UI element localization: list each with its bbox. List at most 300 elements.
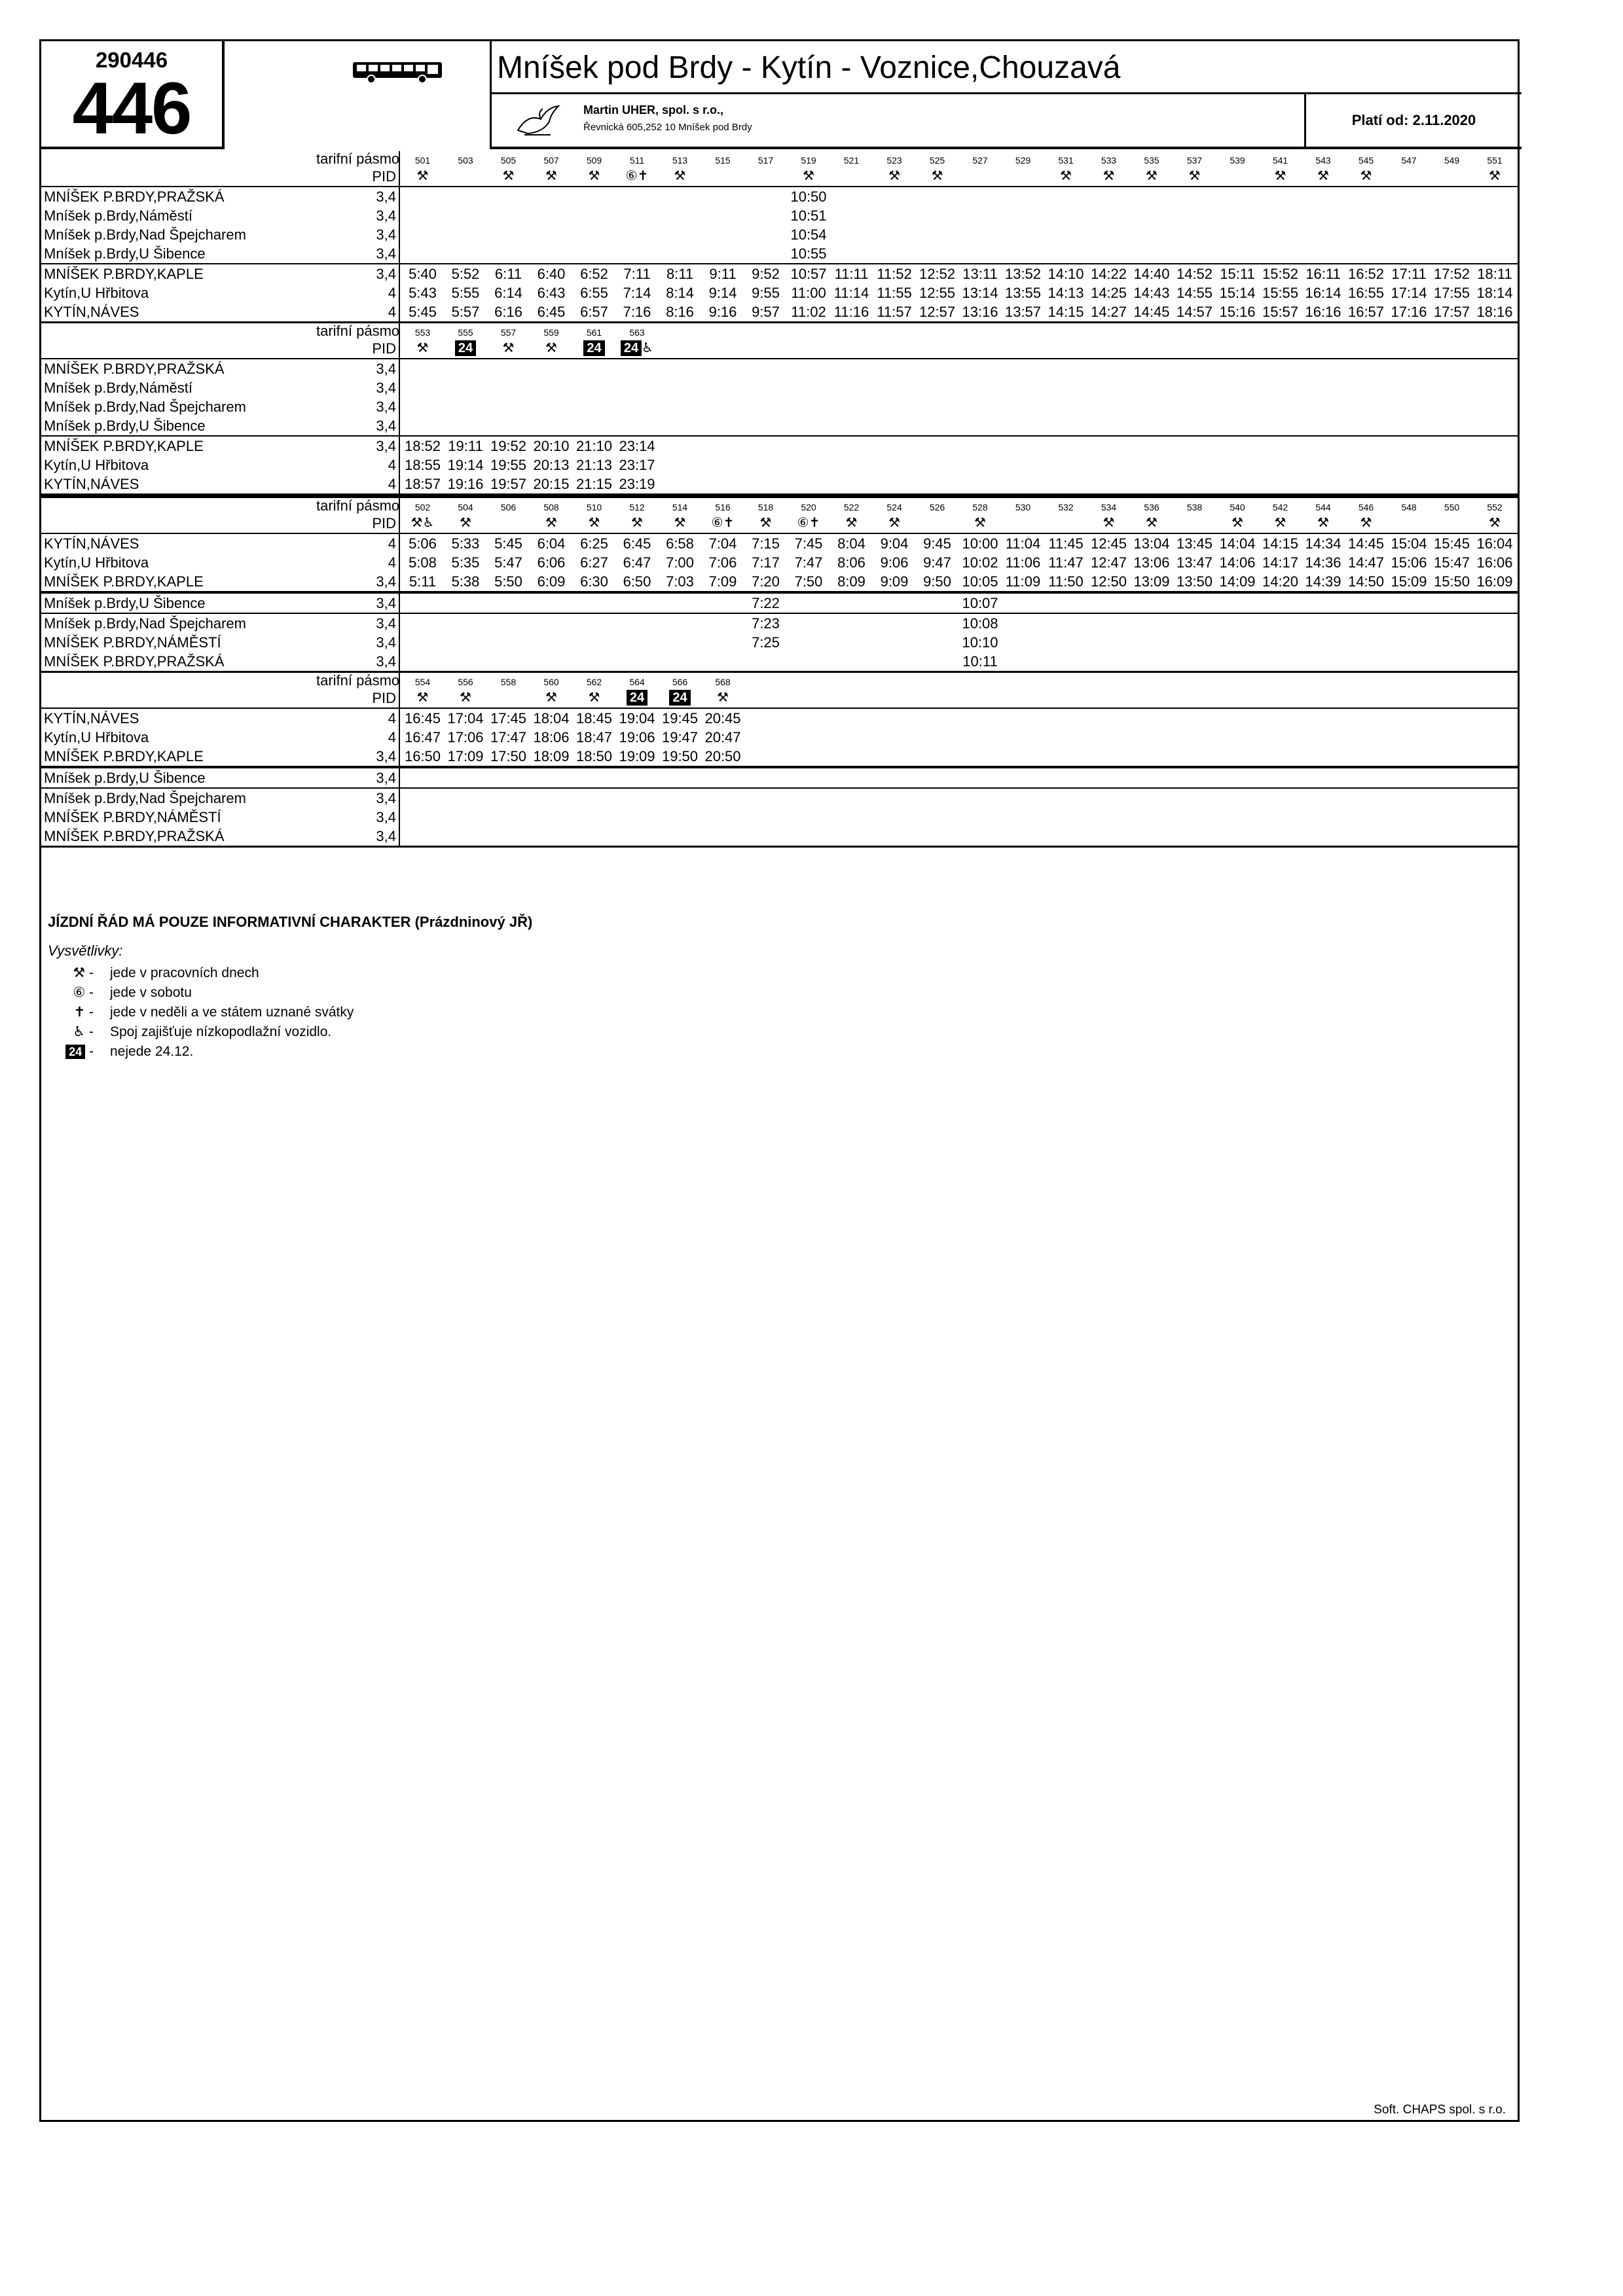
- departure-time: 12:55: [919, 285, 956, 301]
- trip-flag: ⚒: [1188, 169, 1201, 183]
- stop-row: [41, 283, 1518, 302]
- departure-time: 7:11: [623, 266, 651, 282]
- stop-row: [41, 475, 1518, 493]
- departure-time: 13:16: [962, 304, 998, 320]
- legend-item: [48, 1003, 1030, 1022]
- departure-time: 13:55: [1004, 285, 1042, 301]
- departure-time: 15:16: [1219, 304, 1256, 320]
- departure-time: 6:11: [494, 266, 522, 282]
- departure-time: 8:09: [837, 573, 866, 590]
- departure-time: 5:38: [451, 573, 480, 590]
- trip-number: 537: [1186, 155, 1203, 166]
- stop-zone: 4: [388, 285, 396, 301]
- stop-zone: 3,4: [376, 438, 396, 454]
- timetable: [41, 151, 1518, 848]
- departure-time: 10:10: [962, 634, 998, 651]
- stop-row: [41, 592, 1518, 613]
- trip-number: 521: [843, 155, 860, 166]
- trip-number: 546: [1358, 502, 1374, 512]
- trip-number: 532: [1058, 502, 1074, 512]
- departure-time: 15:14: [1219, 285, 1256, 301]
- stop-row: [41, 302, 1518, 321]
- trip-flag: [445, 339, 487, 358]
- trip-number: 517: [757, 155, 774, 166]
- departure-time: 12:50: [1090, 573, 1127, 590]
- trip-number: 508: [543, 502, 559, 512]
- trip-number: 514: [672, 502, 688, 512]
- departure-time: 16:45: [404, 710, 441, 726]
- trip-number: 539: [1230, 155, 1245, 166]
- carrier-address: Řevnická 605,252 10 Mníšek pod Brdy: [583, 122, 752, 133]
- departure-time: 11:06: [1005, 554, 1041, 571]
- departure-time: 7:15: [752, 535, 780, 552]
- stop-zone: 4: [388, 535, 396, 552]
- stop-name: MNÍŠEK P.BRDY,KAPLE: [44, 573, 204, 590]
- trip-flag: ⚒: [545, 516, 557, 530]
- departure-time: 9:45: [923, 535, 951, 552]
- departure-time: 18:04: [533, 710, 570, 726]
- not-on-24-12-badge: 24: [583, 340, 604, 356]
- departure-time: 6:57: [580, 304, 608, 320]
- trip-number: 542: [1272, 502, 1288, 512]
- trip-flag: ⚒: [631, 516, 643, 530]
- trip-number: 505: [500, 155, 517, 166]
- departure-time: 13:57: [1004, 304, 1042, 320]
- trip-flag: ⚒: [1103, 516, 1115, 530]
- valid-from: Platí od: 2.11.2020: [1304, 94, 1522, 147]
- trip-flag: ⚒: [545, 691, 557, 705]
- departure-time: 12:45: [1090, 535, 1127, 552]
- stop-name: Mníšek p.Brdy,Nad Špejcharem: [44, 615, 246, 632]
- departure-time: 9:57: [752, 304, 780, 320]
- trip-number-row: [41, 673, 1518, 689]
- departure-time: 10:05: [962, 573, 998, 590]
- departure-time: 15:50: [1433, 573, 1470, 590]
- departure-time: 14:43: [1133, 285, 1170, 301]
- departure-time: 15:52: [1262, 266, 1299, 282]
- trip-flag: ⚒: [1146, 516, 1158, 530]
- departure-time: 11:45: [1048, 535, 1084, 552]
- departure-time: 16:04: [1476, 535, 1513, 552]
- trip-number: 544: [1315, 502, 1331, 512]
- departure-time: 7:16: [623, 304, 651, 320]
- departure-time: 18:52: [404, 438, 441, 454]
- departure-time: 13:04: [1133, 535, 1170, 552]
- stop-row: [41, 728, 1518, 747]
- stop-zone: 3,4: [376, 809, 396, 825]
- departure-time: 13:45: [1176, 535, 1213, 552]
- departure-time: 11:09: [1005, 573, 1041, 590]
- departure-time: 20:47: [704, 729, 741, 745]
- departure-time: 11:57: [877, 304, 912, 320]
- stop-zone: 3,4: [376, 207, 396, 224]
- carrier-name: Martin UHER, spol. s r.o.,: [583, 103, 724, 117]
- trip-number: 510: [586, 502, 602, 512]
- stop-name: Kytín,U Hřbitova: [44, 729, 149, 745]
- carrier-logo-icon: [511, 101, 564, 141]
- trip-number: 507: [543, 155, 559, 166]
- trip-number: 503: [458, 155, 473, 166]
- stop-name: KYTÍN,NÁVES: [44, 304, 139, 320]
- trip-flag: ⚒: [502, 341, 515, 355]
- departure-time: 10:00: [962, 535, 998, 552]
- trip-flag: ⚒: [674, 516, 686, 530]
- departure-time: 5:45: [494, 535, 522, 552]
- trip-number: 518: [757, 502, 774, 512]
- trip-number: 568: [715, 677, 731, 687]
- departure-time: 16:50: [404, 748, 441, 764]
- departure-time: 14:45: [1347, 535, 1385, 552]
- stop-name: MNÍŠEK P.BRDY,PRAŽSKÁ: [44, 361, 225, 377]
- trip-flag: ⚒: [1489, 169, 1501, 183]
- departure-time: 18:06: [533, 729, 570, 745]
- departure-time: 19:52: [490, 438, 527, 454]
- trip-flag: ⚒: [759, 516, 772, 530]
- departure-time: 17:11: [1391, 266, 1427, 282]
- departure-time: 5:55: [451, 285, 480, 301]
- stop-row: [41, 613, 1518, 633]
- legend-text: nejede 24.12.: [110, 1044, 194, 1059]
- stop-zone: 3,4: [376, 245, 396, 262]
- departure-time: 20:10: [533, 438, 570, 454]
- trip-number: 538: [1186, 502, 1203, 512]
- stop-name: Mníšek p.Brdy,U Šibence: [44, 595, 206, 611]
- stop-zone: 3,4: [376, 770, 396, 786]
- departure-time: 13:09: [1133, 573, 1170, 590]
- trip-flag: ⚒: [888, 516, 900, 530]
- departure-time: 16:09: [1476, 573, 1513, 590]
- trip-flag: ⚒: [717, 691, 729, 705]
- trip-number: 556: [458, 677, 473, 687]
- timetable-block: [41, 151, 1518, 321]
- departure-time: 17:50: [490, 748, 527, 764]
- departure-time: 18:14: [1476, 285, 1513, 301]
- trip-flag: [573, 339, 615, 358]
- trip-flag: ⚒: [803, 169, 814, 183]
- departure-time: 23:17: [619, 457, 655, 473]
- departure-time: 6:16: [494, 304, 522, 320]
- departure-time: 7:17: [752, 554, 780, 571]
- departure-time: 9:11: [709, 266, 737, 282]
- stop-zone: 3,4: [376, 573, 396, 590]
- trip-number: 560: [543, 677, 559, 687]
- trip-number-row: [41, 498, 1518, 514]
- departure-time: 21:13: [575, 457, 613, 473]
- trip-flag: ⚒: [674, 169, 686, 183]
- departure-time: 16:47: [404, 729, 441, 745]
- trip-flag: ⚒: [888, 169, 900, 183]
- trip-flag: ⚒: [1231, 516, 1243, 530]
- trip-number: 506: [500, 502, 517, 512]
- departure-time: 6:45: [537, 304, 566, 320]
- departure-time: 23:14: [619, 438, 655, 454]
- stop-zone: 3,4: [376, 595, 396, 611]
- bus-area: [227, 41, 486, 96]
- trip-flag: ⚒: [1060, 169, 1072, 183]
- departure-time: 14:06: [1219, 554, 1256, 571]
- departure-time: 19:55: [490, 457, 527, 473]
- stop-row: [41, 553, 1518, 572]
- departure-time: 17:04: [447, 710, 484, 726]
- departure-time: 11:14: [833, 285, 869, 301]
- departure-time: 17:55: [1433, 285, 1470, 301]
- stop-name: Mníšek p.Brdy,Náměstí: [44, 207, 192, 224]
- departure-time: 14:10: [1048, 266, 1084, 282]
- departure-time: 21:15: [575, 476, 613, 492]
- departure-time: 6:58: [666, 535, 694, 552]
- pid-label: PID: [372, 340, 396, 357]
- column-divider: [399, 151, 400, 321]
- trip-number: 563: [629, 327, 645, 338]
- departure-time: 21:10: [575, 438, 613, 454]
- trip-number: 535: [1144, 155, 1159, 166]
- departure-time: 6:55: [580, 285, 608, 301]
- stop-row: [41, 708, 1518, 728]
- column-divider: [399, 323, 400, 493]
- trip-flag: ⑥✝: [797, 516, 820, 530]
- stop-zone: 3,4: [376, 748, 396, 764]
- stop-row: [41, 747, 1518, 767]
- trip-number: 553: [414, 327, 431, 338]
- departure-time: 14:17: [1262, 554, 1299, 571]
- stop-zone: 3,4: [376, 380, 396, 396]
- zone-label: tarifní pásmo: [316, 497, 400, 514]
- stop-name: MNÍŠEK P.BRDY,KAPLE: [44, 438, 204, 454]
- departure-time: 16:52: [1347, 266, 1385, 282]
- departure-time: 7:20: [752, 573, 780, 590]
- stop-zone: 4: [388, 457, 396, 473]
- route-title: Mníšek pod Brdy - Kytín - Voznice,Chouzavá: [490, 41, 1522, 94]
- line-number: 446: [72, 67, 191, 149]
- stop-zone: 3,4: [376, 790, 396, 806]
- trip-flag: [616, 689, 659, 708]
- trip-flag: ⑥✝: [711, 516, 735, 530]
- departure-time: 5:06: [409, 535, 437, 552]
- line-code: 290446: [95, 48, 168, 72]
- departure-time: 6:45: [623, 535, 651, 552]
- trip-flag: ⚒: [1360, 169, 1372, 183]
- stop-zone: 3,4: [376, 266, 396, 282]
- trip-flag: ⚒: [545, 341, 557, 355]
- departure-time: 14:15: [1262, 535, 1299, 552]
- stop-zone: 3,4: [376, 634, 396, 651]
- legend-text: jede v pracovních dnech: [110, 965, 259, 980]
- zone-label: tarifní pásmo: [316, 672, 400, 689]
- trip-number: 550: [1444, 502, 1460, 512]
- departure-time: 19:06: [619, 729, 655, 745]
- departure-time: 7:22: [752, 595, 780, 611]
- stop-name: Mníšek p.Brdy,U Šibence: [44, 418, 206, 434]
- departure-time: 17:45: [490, 710, 527, 726]
- trip-number: 520: [801, 502, 816, 512]
- departure-time: 16:14: [1305, 285, 1341, 301]
- stop-zone: 3,4: [376, 653, 396, 670]
- departure-time: 14:27: [1090, 304, 1127, 320]
- departure-time: 17:16: [1391, 304, 1427, 320]
- legend-title: Vysvětlivky:: [48, 942, 123, 959]
- stop-name: Kytín,U Hřbitova: [44, 457, 149, 473]
- stop-name: MNÍŠEK P.BRDY,PRAŽSKÁ: [44, 653, 225, 670]
- pid-label: PID: [372, 690, 396, 706]
- legend-symbol-icon: 24 -: [61, 1042, 94, 1062]
- column-divider: [399, 673, 400, 846]
- stop-row: [41, 437, 1518, 456]
- departure-time: 9:06: [880, 554, 909, 571]
- pid-label: PID: [372, 168, 396, 185]
- departure-time: 14:15: [1048, 304, 1084, 320]
- departure-time: 7:25: [752, 634, 780, 651]
- stop-name: MNÍŠEK P.BRDY,NÁMĚSTÍ: [44, 809, 221, 825]
- not-on-24-12-badge: 24: [455, 340, 476, 356]
- departure-time: 10:02: [962, 554, 998, 571]
- departure-time: 19:14: [447, 457, 484, 473]
- not-on-24-12-badge: 24: [627, 690, 647, 706]
- departure-time: 12:57: [919, 304, 956, 320]
- departure-time: 6:04: [537, 535, 566, 552]
- departure-time: 19:11: [448, 438, 483, 454]
- departure-time: 17:47: [490, 729, 527, 745]
- stop-row: [41, 633, 1518, 652]
- wheelchair-icon: ♿: [642, 341, 654, 355]
- departure-time: 14:20: [1262, 573, 1299, 590]
- departure-time: 19:16: [447, 476, 484, 492]
- departure-time: 10:54: [790, 226, 827, 243]
- trip-number: 515: [715, 155, 731, 166]
- departure-time: 10:50: [790, 188, 827, 205]
- trip-number: 551: [1487, 155, 1503, 166]
- trip-number-row: [41, 323, 1518, 339]
- departure-time: 17:06: [447, 729, 484, 745]
- trip-number: 547: [1401, 155, 1417, 166]
- trip-number: 536: [1144, 502, 1159, 512]
- footer-credit: Soft. CHAPS spol. s r.o.: [1374, 2103, 1506, 2117]
- departure-time: 5:47: [494, 554, 522, 571]
- departure-time: 6:40: [537, 266, 566, 282]
- stop-name: Mníšek p.Brdy,U Šibence: [44, 245, 206, 262]
- trip-number: 516: [715, 502, 731, 512]
- departure-time: 14:47: [1347, 554, 1385, 571]
- trip-flag: [659, 689, 701, 708]
- trip-number: 509: [586, 155, 602, 166]
- trip-number: 528: [972, 502, 988, 512]
- trip-number: 555: [458, 327, 473, 338]
- stop-row: [41, 787, 1518, 808]
- departure-time: 13:50: [1176, 573, 1213, 590]
- departure-time: 6:27: [580, 554, 608, 571]
- departure-time: 14:39: [1305, 573, 1341, 590]
- departure-time: 18:50: [575, 748, 613, 764]
- legend-symbol-icon: ♿ -: [73, 1024, 94, 1039]
- departure-time: 12:52: [919, 266, 956, 282]
- departure-time: 6:14: [494, 285, 522, 301]
- trip-flag: ⚒: [1274, 516, 1286, 530]
- stop-zone: 3,4: [376, 418, 396, 434]
- trip-number: 564: [629, 677, 645, 687]
- departure-time: 7:09: [708, 573, 737, 590]
- stop-zone: 4: [388, 554, 396, 571]
- trip-number: 524: [886, 502, 902, 512]
- flags-row: [41, 339, 1518, 358]
- departure-time: 16:06: [1476, 554, 1513, 571]
- stop-name: Mníšek p.Brdy,Náměstí: [44, 380, 192, 396]
- departure-time: 7:47: [794, 554, 823, 571]
- trip-flag: ⚒: [1317, 516, 1329, 530]
- departure-time: 19:04: [619, 710, 655, 726]
- departure-time: 18:57: [404, 476, 441, 492]
- stop-name: Mníšek p.Brdy,Nad Špejcharem: [44, 226, 246, 243]
- departure-time: 14:04: [1219, 535, 1256, 552]
- stop-row: [41, 652, 1518, 671]
- departure-time: 11:02: [791, 304, 826, 320]
- trip-number: 533: [1101, 155, 1117, 166]
- departure-time: 6:50: [623, 573, 651, 590]
- departure-time: 14:34: [1305, 535, 1341, 552]
- departure-time: 8:04: [837, 535, 866, 552]
- departure-time: 15:09: [1391, 573, 1427, 590]
- departure-time: 10:11: [962, 653, 998, 670]
- departure-time: 7:04: [708, 535, 737, 552]
- departure-time: 9:16: [708, 304, 737, 320]
- trip-number: 534: [1101, 502, 1117, 512]
- timetable-frame: [39, 39, 1520, 2122]
- trip-number: 519: [801, 155, 816, 166]
- departure-time: 18:09: [533, 748, 570, 764]
- departure-time: 6:09: [537, 573, 566, 590]
- departure-time: 14:36: [1305, 554, 1341, 571]
- departure-time: 5:08: [409, 554, 437, 571]
- trip-flag: ⚒: [931, 169, 943, 183]
- departure-time: 14:13: [1048, 285, 1084, 301]
- departure-time: 7:06: [708, 554, 737, 571]
- timetable-block: [41, 321, 1518, 493]
- departure-time: 11:50: [1048, 573, 1084, 590]
- trip-flag: ⚒: [416, 691, 429, 705]
- departure-time: 7:50: [794, 573, 823, 590]
- trip-number: 504: [458, 502, 473, 512]
- stop-name: Mníšek p.Brdy,Nad Špejcharem: [44, 790, 246, 806]
- stop-row: [41, 358, 1518, 378]
- departure-time: 15:11: [1220, 266, 1255, 282]
- departure-time: 5:57: [451, 304, 480, 320]
- departure-time: 6:30: [580, 573, 608, 590]
- trip-number: 522: [843, 502, 860, 512]
- trip-number: 545: [1358, 155, 1374, 166]
- stop-row: [41, 378, 1518, 397]
- departure-time: 13:14: [962, 285, 998, 301]
- stop-zone: 3,4: [376, 399, 396, 415]
- trip-flag: ⚒: [502, 169, 515, 183]
- stop-zone: 3,4: [376, 615, 396, 632]
- legend-item: [48, 1042, 1030, 1062]
- stop-name: Mníšek p.Brdy,U Šibence: [44, 770, 206, 786]
- departure-time: 11:52: [877, 266, 912, 282]
- trip-number: 549: [1444, 155, 1460, 166]
- stop-zone: 3,4: [376, 361, 396, 377]
- stop-name: Mníšek p.Brdy,Nad Špejcharem: [44, 399, 246, 415]
- departure-time: 18:11: [1477, 266, 1512, 282]
- trip-flag: ⚒: [974, 516, 986, 530]
- trip-number: 548: [1401, 502, 1417, 512]
- departure-time: 19:45: [661, 710, 699, 726]
- departure-time: 15:45: [1433, 535, 1470, 552]
- departure-time: 9:55: [752, 285, 780, 301]
- departure-time: 11:00: [791, 285, 826, 301]
- departure-time: 5:40: [409, 266, 437, 282]
- departure-time: 19:57: [490, 476, 527, 492]
- stop-name: KYTÍN,NÁVES: [44, 476, 139, 492]
- trip-number: 561: [586, 327, 602, 338]
- informative-notice: JÍZDNÍ ŘÁD MÁ POUZE INFORMATIVNÍ CHARAKTER (Prázdninový JŘ): [48, 914, 533, 930]
